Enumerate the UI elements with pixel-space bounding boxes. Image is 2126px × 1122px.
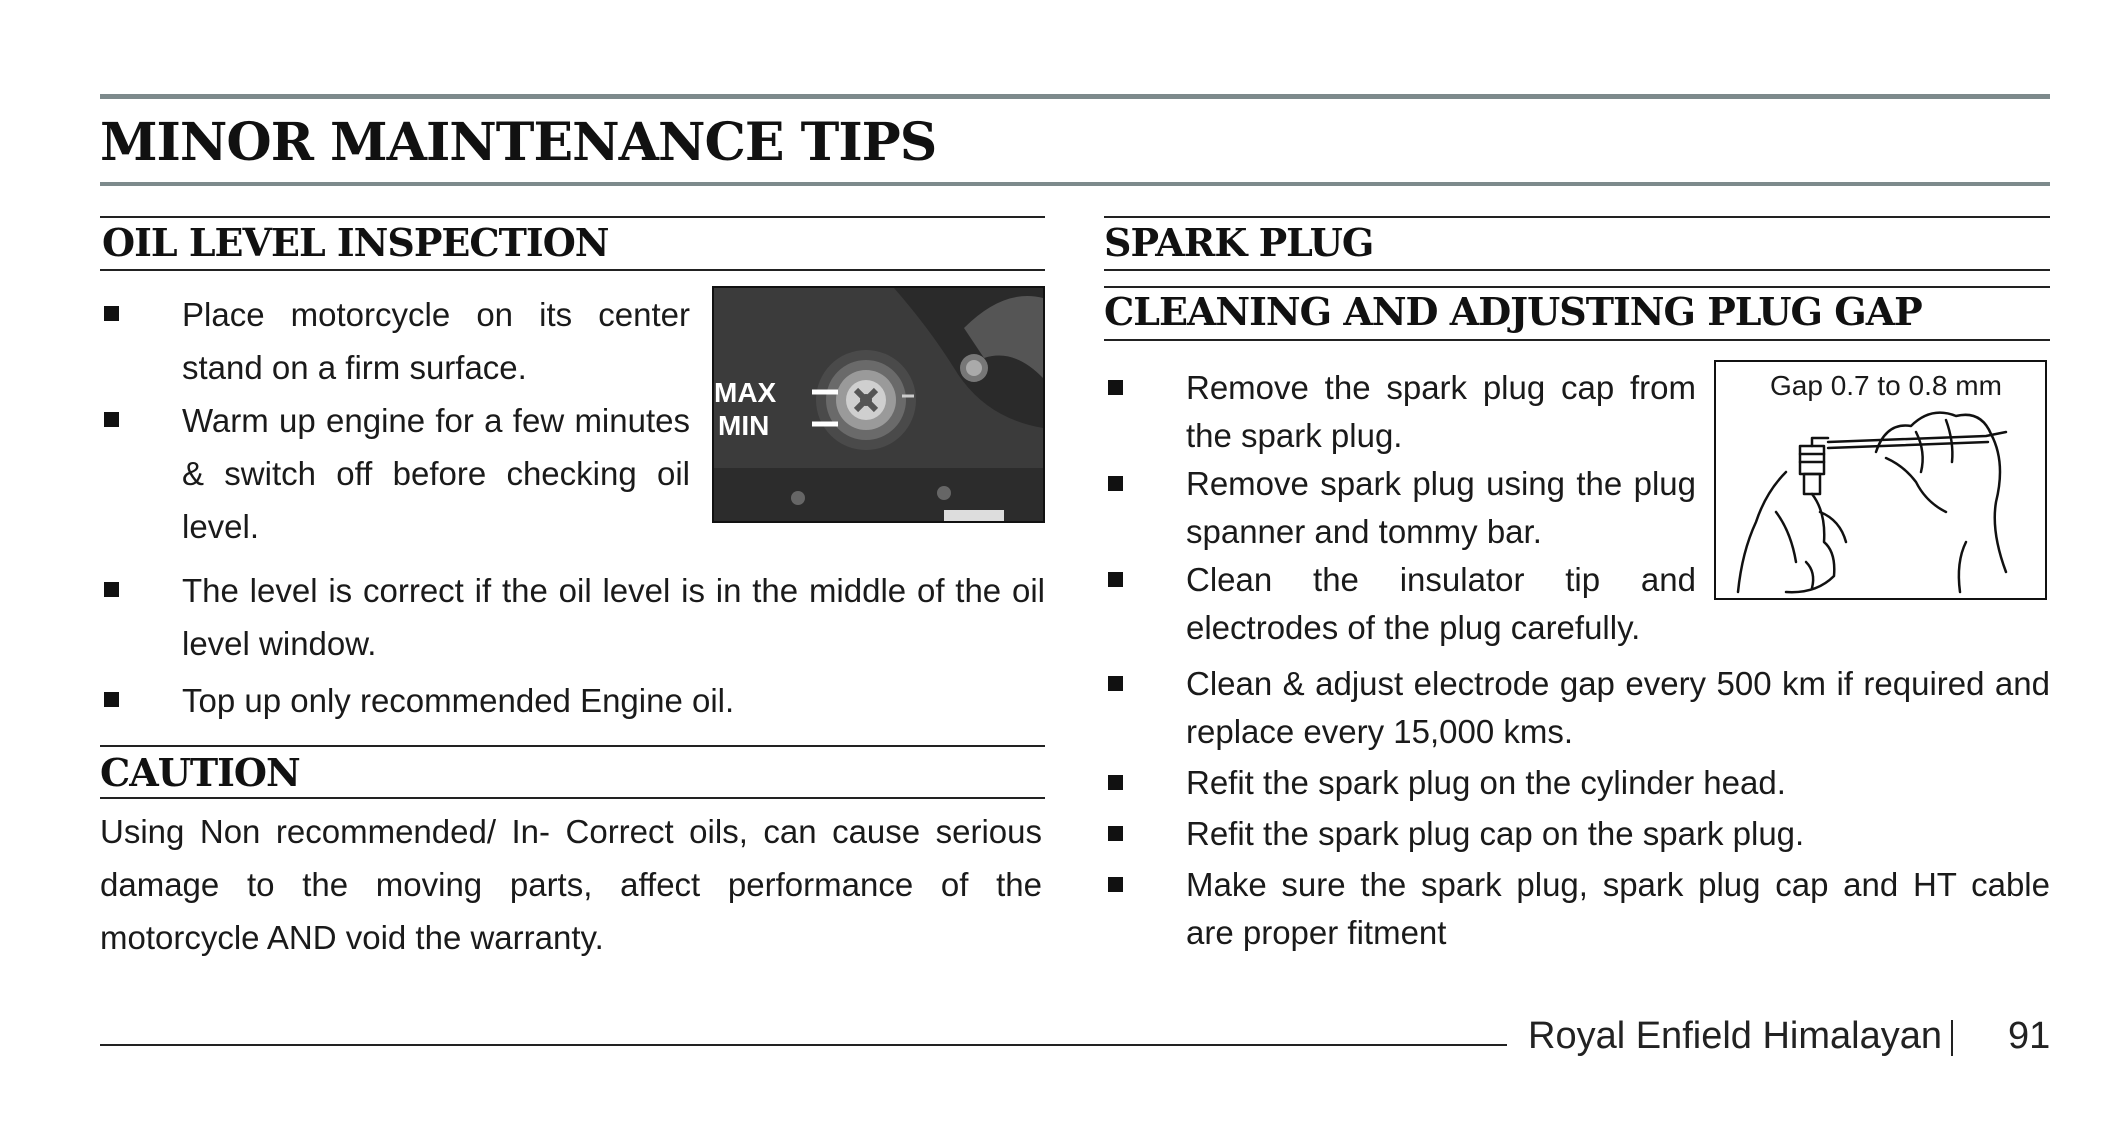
list-item: [100, 288, 690, 394]
spark-steps-list: [1104, 364, 1696, 652]
spark-step-text: Remove spark plug using the plug spanner and tommy bar.: [1186, 465, 1696, 550]
square-bullet-icon: [1108, 380, 1123, 395]
spark-step-text: Make sure the spark plug, spark plug cap and HT cable are proper fitment: [1186, 866, 2050, 951]
oil-level-heading: OIL LEVEL INSPECTION: [102, 220, 609, 265]
list-item: [1104, 556, 1696, 652]
list-item: [100, 564, 1045, 670]
max-label: MAX: [714, 377, 777, 408]
spark-plug-heading: SPARK PLUG: [1104, 220, 1374, 265]
spark-heading-rule-bottom: [1104, 269, 2050, 271]
page-number: 91: [2008, 1015, 2051, 1057]
square-bullet-icon: [1108, 826, 1123, 841]
oil-step-text: Top up only recommended Engine oil.: [182, 682, 735, 719]
oil-heading-rule-top: [100, 216, 1045, 218]
list-item: [1104, 460, 1696, 556]
spark-step-text: Clean & adjust electrode gap every 500 km if required and replace every 15,000 kms.: [1186, 665, 2050, 750]
plug-gap-subheading: CLEANING AND ADJUSTING PLUG GAP: [1104, 289, 1922, 334]
oil-heading-rule-bottom: [100, 269, 1045, 271]
gap-caption: Gap 0.7 to 0.8 mm: [1770, 370, 2002, 401]
title-underline: [100, 182, 2050, 186]
square-bullet-icon: [1108, 476, 1123, 491]
square-bullet-icon: [104, 412, 119, 427]
oil-steps-list-full: [100, 564, 1045, 727]
footer-brand: Royal Enfield Himalayan: [1528, 1015, 1942, 1057]
spark-step-text: Remove the spark plug cap from the spark plug.: [1186, 369, 1696, 454]
top-rule: [100, 94, 2050, 99]
spark-step-text: Refit the spark plug on the cylinder head.: [1186, 764, 1786, 801]
list-item: [1104, 364, 1696, 460]
list-item: [1104, 861, 2050, 957]
spark-heading-rule-top: [1104, 216, 2050, 218]
page-title: MINOR MAINTENANCE TIPS: [100, 112, 937, 173]
caution-text: Using Non recommended/ In- Correct oils, can cause serious damage to the moving parts, affect performance of the motorcycle AND void the warranty.: [100, 813, 1042, 956]
square-bullet-icon: [1108, 877, 1123, 892]
footer-rule: [100, 1044, 1507, 1046]
spark-plug-gap-figure: [1714, 360, 2047, 600]
oil-step-text: Place motorcycle on its center stand on a firm surface.: [182, 296, 690, 386]
square-bullet-icon: [104, 582, 119, 597]
spark-subheading-rule-bottom: [1104, 339, 2050, 341]
spark-step-text: Refit the spark plug cap on the spark plug.: [1186, 815, 1805, 852]
spark-subheading-rule-top: [1104, 286, 2050, 288]
spark-steps-list-full: [1104, 660, 2050, 957]
list-item: [1104, 810, 2050, 858]
min-label: MIN: [718, 410, 770, 441]
caution-rule-top: [100, 745, 1045, 747]
footer-separator: [1951, 1020, 1953, 1056]
caution-rule-bottom: [100, 797, 1045, 799]
list-item: [100, 674, 1045, 727]
square-bullet-icon: [1108, 676, 1123, 691]
oil-step-text: Warm up engine for a few minutes & switch off before checking oil level.: [182, 402, 690, 545]
list-item: [1104, 759, 2050, 807]
square-bullet-icon: [1108, 775, 1123, 790]
oil-step-text: The level is correct if the oil level is in the middle of the oil level window.: [182, 572, 1045, 662]
square-bullet-icon: [1108, 572, 1123, 587]
square-bullet-icon: [104, 692, 119, 707]
oil-steps-list: [100, 288, 690, 553]
list-item: [1104, 660, 2050, 756]
spark-step-text: Clean the insulator tip and electrodes of the plug carefully.: [1186, 561, 1696, 646]
feeler-gauge-illustration: [1716, 362, 2045, 598]
square-bullet-icon: [104, 306, 119, 321]
caution-heading: CAUTION: [100, 750, 300, 795]
list-item: [100, 394, 690, 553]
oil-level-window-photo: [712, 286, 1045, 523]
